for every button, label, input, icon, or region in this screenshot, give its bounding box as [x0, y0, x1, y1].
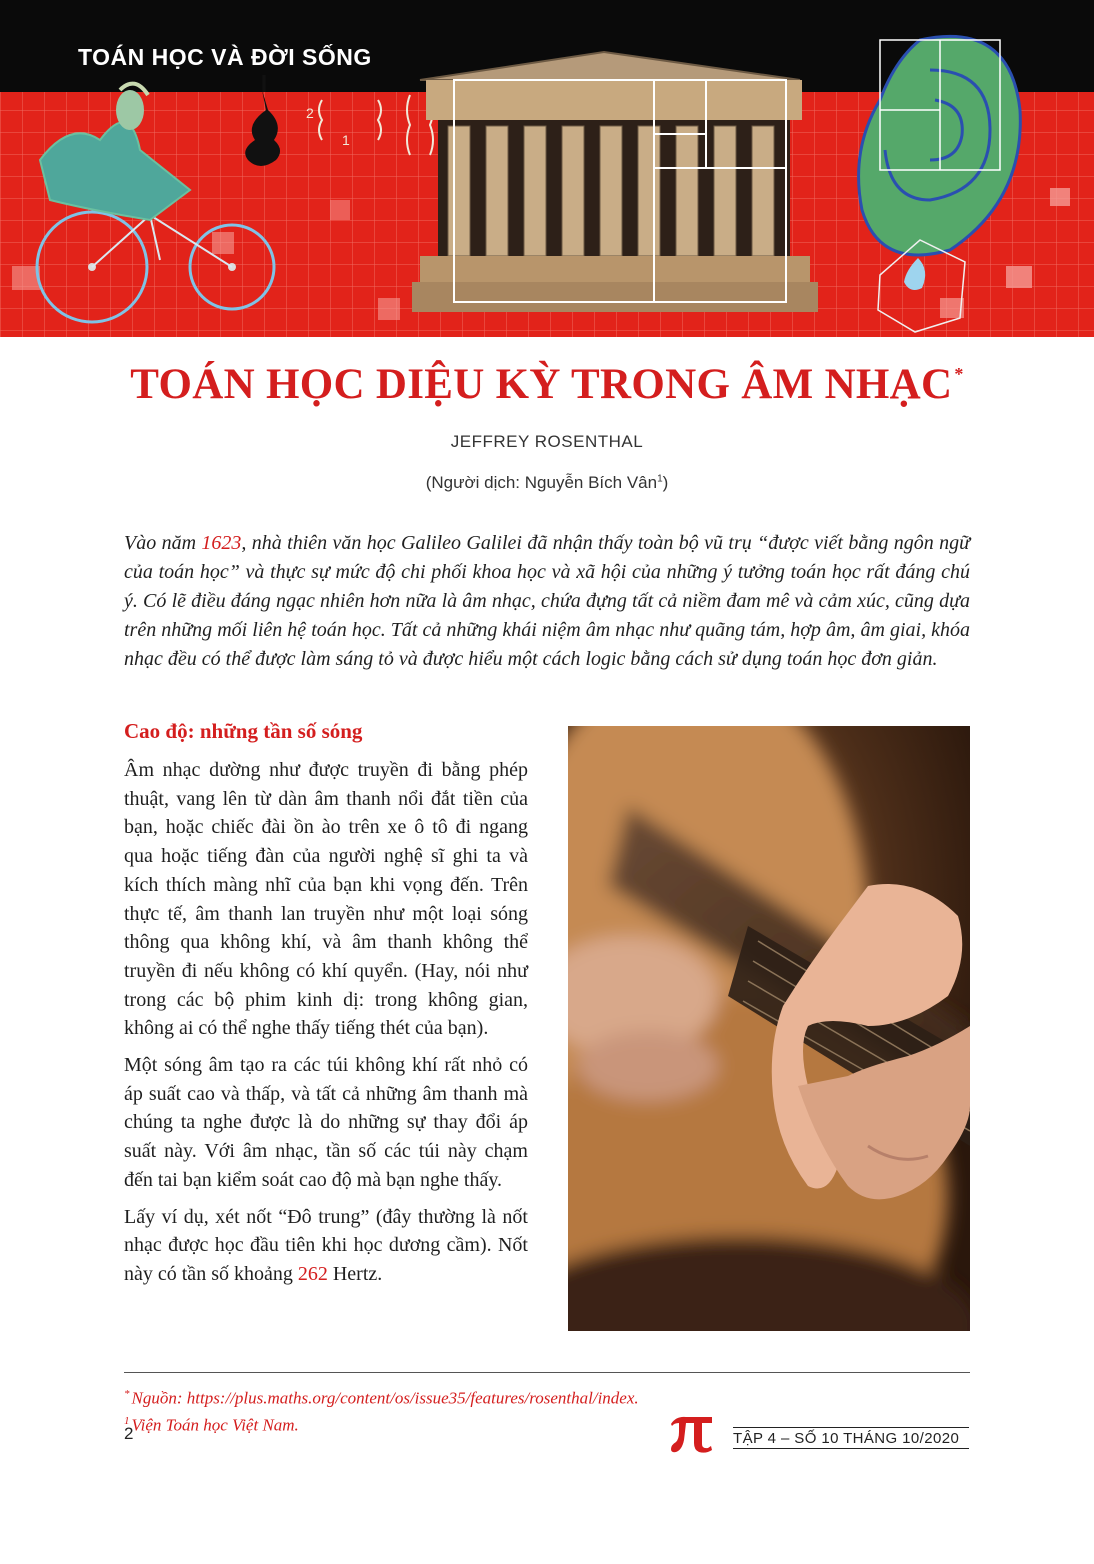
body-paragraph-1: Âm nhạc dường như được truyền đi bằng phép thuật, vang lên từ dàn âm thanh nổi đắt tiền của bạn, hoặc chiếc đài ồn ào trên xe ô tô đi ngang qua hoặc tiếng đàn của người nghệ sĩ ghi ta và kích thích màng nhĩ của bạn khi vọng đến. Trên thực tế, âm thanh lan truyền như một loại sóng thông qua không khí, và âm thanh không thể truyền đi nếu không có khí quyển. (Hay, nói như trong các bộ phim kinh dị: trong không gian, không ai có thể nghe thấy tiếng thét của bạn). [124, 759, 528, 1040]
lead-text-start: Vào năm [124, 532, 202, 554]
footnote-affiliation-text: Viện Toán học Việt Nam. [131, 1415, 299, 1435]
footnote-affiliation [124, 1415, 299, 1436]
parthenon-illustration [412, 52, 818, 312]
svg-text:1: 1 [342, 132, 350, 148]
title-footnote-mark: * [954, 364, 964, 384]
page-number: 2 [124, 1424, 134, 1443]
article-title [0, 360, 1094, 409]
translator-close: ) [662, 473, 669, 492]
body-column [124, 756, 528, 1297]
section-label: TOÁN HỌC VÀ ĐỜI SỐNG [78, 44, 372, 70]
translator-credit [0, 473, 1094, 493]
body-paragraph-2: Một sóng âm tạo ra các túi không khí rất nhỏ có áp suất cao và thấp, và tất cả những âm thanh mà chúng ta nghe được là do những sự thay đổi áp suất này. Với âm nhạc, tần số các túi này chạm đến tai bạn kiểm soát cao độ mà bạn nghe thấy. [124, 1054, 528, 1191]
cyclist-illustration [37, 84, 274, 322]
paragraph-3-text: Lấy ví dụ, xét nốt “Đô trung” (đây thường là nốt nhạc được học đầu tiên khi học dương cầm). Nốt này có tần số khoảng [124, 1205, 528, 1285]
pi-icon [668, 1412, 714, 1454]
translator-footnote-mark: 1 [657, 473, 663, 485]
footnote-divider [124, 1372, 970, 1373]
math-collage [0, 0, 1094, 337]
double-bass-icon [245, 75, 280, 166]
svg-text:2: 2 [306, 105, 314, 121]
math-formula-sketch [319, 95, 433, 155]
footnote-affiliation-mark: 1 [124, 1415, 130, 1427]
guitar-photo-image [568, 726, 970, 1331]
section-heading: Cao độ: những tần số sóng [124, 719, 363, 743]
translator-text: (Người dịch: Nguyễn Bích Vân [425, 473, 658, 492]
lead-paragraph [124, 529, 970, 674]
frequency-value: 262 [297, 1262, 328, 1285]
header-banner [0, 0, 1094, 337]
footnote-source-text: Nguồn: https://plus.maths.org/content/os/issue35/features/rosenthal/index. [131, 1388, 639, 1408]
issue-info: TẬP 4 – SỐ 10 THÁNG 10/2020 [733, 1427, 969, 1449]
author-name: JEFFREY ROSENTHAL [450, 432, 644, 451]
body-paragraph-3 [124, 1203, 528, 1289]
footnote-source [124, 1388, 639, 1409]
lead-year: 1623 [201, 532, 242, 554]
lead-text-rest: , nhà thiên văn học Galileo Galilei đã nhận thấy toàn bộ vũ trụ “được viết bằng ngôn ngữ của toán học” và thực sự mức độ chi phối khoa học và xã hội của những ý tưởng toán học rất đáng chú ý. Có lẽ điều đáng ngạc nhiên hơn nữa là âm nhạc, chứa đựng tất cả niềm đam mê và cảm xúc, cũng dựa trên những mối liên hệ toán học. Tất cả những khái niệm âm nhạc như quãng tám, hợp âm, âm giai, khóa nhạc đều có thể được làm sáng tỏ và được hiểu một cách logic bằng cách sử dụng toán học đơn giản. [124, 532, 970, 670]
nautilus-shell-illustration [859, 36, 1021, 332]
paragraph-3-unit: Hertz. [327, 1262, 383, 1285]
guitar-photo [568, 726, 970, 1331]
title-text: TOÁN HỌC DIỆU KỲ TRONG ÂM NHẠC [130, 361, 953, 408]
footnote-source-mark: * [124, 1388, 130, 1400]
